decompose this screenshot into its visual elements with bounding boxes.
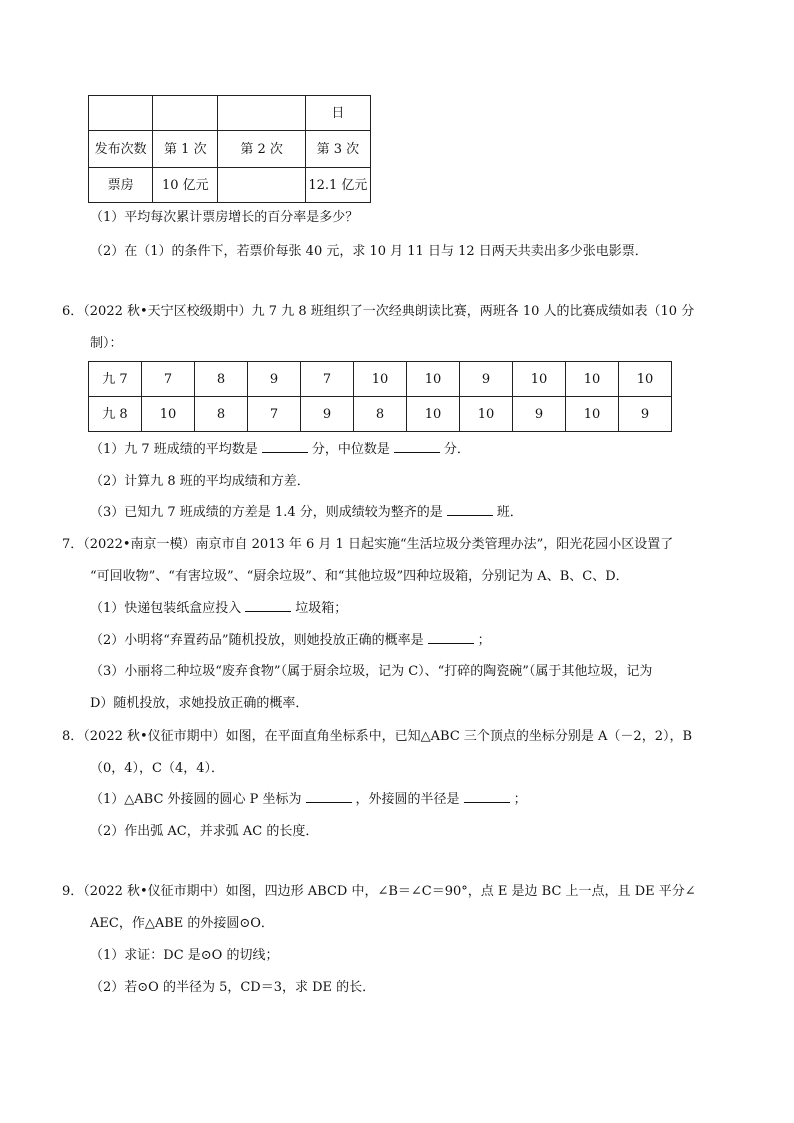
answer-blank: [262, 440, 308, 453]
table-cell: [89, 96, 153, 131]
q7-sub2-text-b: ；: [477, 633, 491, 648]
answer-blank: [394, 440, 440, 453]
box-office-table: [88, 95, 371, 203]
q9-stem-line1: 9．（2022 秋•仪征市期中）如图，四边形 ABCD 中，∠B＝∠C＝90°，点 E 是边 BC 上一点，且 DE 平分∠: [62, 884, 696, 899]
q5-sub2: （2）在（1）的条件下，若票价每张 40 元，求 10 月 11 日与 12 日两天共卖出多少张电影票．: [90, 244, 648, 259]
table-cell: [218, 168, 305, 203]
table-cell: 10 亿元: [153, 168, 218, 203]
q8-sub1-text-c: ；: [513, 792, 527, 807]
q6-sub3-text-b: 班．: [496, 505, 523, 520]
table-cell: 9: [619, 397, 672, 432]
table-cell: 8: [195, 362, 248, 397]
q7-sub1-text-a: （1）快递包装纸盒应投入: [90, 601, 242, 616]
q5-sub1: （1）平均每次累计票房增长的百分率是多少？: [90, 210, 359, 225]
table-cell: 8: [354, 397, 407, 432]
table-cell: [218, 96, 305, 131]
q6-sub3: [90, 503, 523, 523]
table-cell: 10: [619, 362, 672, 397]
table-cell: 第 3 次: [305, 131, 370, 168]
table-cell: 7: [301, 362, 354, 397]
q7-stem-line2: “可回收物”、“有害垃圾”、“厨余垃圾”、和“其他垃圾”四种垃圾箱，分别记为 A、B、C、D．: [90, 569, 629, 584]
q9-sub1: （1）求证：DC 是⊙O 的切线；: [90, 948, 279, 963]
q7-sub3-line1: （3）小丽将二种垃圾“废弃食物”（属于厨余垃圾，记为 C）、“打碎的陶瓷碗”（属于其他垃圾，记为: [90, 664, 653, 679]
q6-sub1: [90, 440, 470, 460]
q8-stem-line2: （0，4），C（4，4）．: [90, 761, 225, 776]
table-cell: 九 8: [89, 397, 142, 432]
table-cell: 7: [248, 397, 301, 432]
q9-sub2: （2）若⊙O 的半径为 5，CD＝3，求 DE 的长．: [90, 980, 376, 995]
q6-sub3-text-a: （3）已知九 7 班成绩的方差是 1.4 分，则成绩较为整齐的是: [90, 505, 443, 520]
q8-stem-line1: 8．（2022 秋•仪征市期中）如图，在平面直角坐标系中，已知△ABC 三个顶点的坐标分别是 A（－2，2），B: [62, 729, 693, 744]
table-cell: 9: [460, 362, 513, 397]
answer-blank: [464, 790, 510, 803]
q8-sub1: [90, 790, 527, 810]
table-cell: 10: [142, 397, 195, 432]
table-cell: 日: [305, 96, 370, 131]
table-cell: 第 1 次: [153, 131, 218, 168]
q7-stem-line1: 7．（2022•南京一模）南京市自 2013 年 6 月 1 日起实施“生活垃圾分类管理办法”，阳光花园小区设置了: [62, 537, 674, 552]
table-cell: 9: [513, 397, 566, 432]
q6-sub1-text-b: 分，中位数是: [311, 442, 390, 457]
table-cell: 10: [407, 362, 460, 397]
table-cell: 10: [513, 362, 566, 397]
table-cell: 7: [142, 362, 195, 397]
q6-sub2: （2）计算九 8 班的平均成绩和方差．: [90, 474, 310, 489]
table-cell: 9: [301, 397, 354, 432]
table-cell: 10: [354, 362, 407, 397]
table-cell: 10: [566, 362, 619, 397]
q8-sub1-text-b: ，外接圆的半径是: [355, 792, 460, 807]
table-cell: 10: [407, 397, 460, 432]
table-cell: 10: [566, 397, 619, 432]
q7-sub2-text-a: （2）小明将“弃置药品”随机投放，则她投放正确的概率是: [90, 633, 424, 648]
table-cell: 第 2 次: [218, 131, 305, 168]
q6-stem-line2: 制）：: [90, 336, 123, 351]
q7-sub2: [90, 631, 491, 651]
q6-sub1-text-c: 分．: [443, 442, 470, 457]
q7-sub1-text-b: 垃圾箱；: [295, 601, 348, 616]
q9-stem-line2: AEC，作△ABE 的外接圆⊙O．: [90, 916, 274, 931]
table-cell: 9: [248, 362, 301, 397]
answer-blank: [428, 631, 474, 644]
q8-sub2: （2）作出弧 AC，并求弧 AC 的长度．: [90, 824, 319, 839]
q6-stem-line1: 6．（2022 秋•天宁区校级期中）九 7 九 8 班组织了一次经典朗读比赛，两班各 10 人的比赛成绩如表（10 分: [62, 304, 695, 319]
q7-sub1: [90, 599, 347, 619]
q6-sub1-text-a: （1）九 7 班成绩的平均数是: [90, 442, 258, 457]
table-cell: [153, 96, 218, 131]
scores-table: [88, 361, 672, 432]
answer-blank: [245, 599, 291, 612]
q8-sub1-text-a: （1）△ABC 外接圆的圆心 P 坐标为: [90, 792, 302, 807]
table-cell: 10: [460, 397, 513, 432]
table-cell: 发布次数: [89, 131, 153, 168]
q7-sub3-line2: D）随机投放，求她投放正确的概率．: [90, 696, 309, 711]
table-cell: 九 7: [89, 362, 142, 397]
answer-blank: [447, 503, 493, 516]
table-cell: 8: [195, 397, 248, 432]
table-cell: 票房: [89, 168, 153, 203]
answer-blank: [306, 790, 352, 803]
table-cell: 12.1 亿元: [305, 168, 370, 203]
